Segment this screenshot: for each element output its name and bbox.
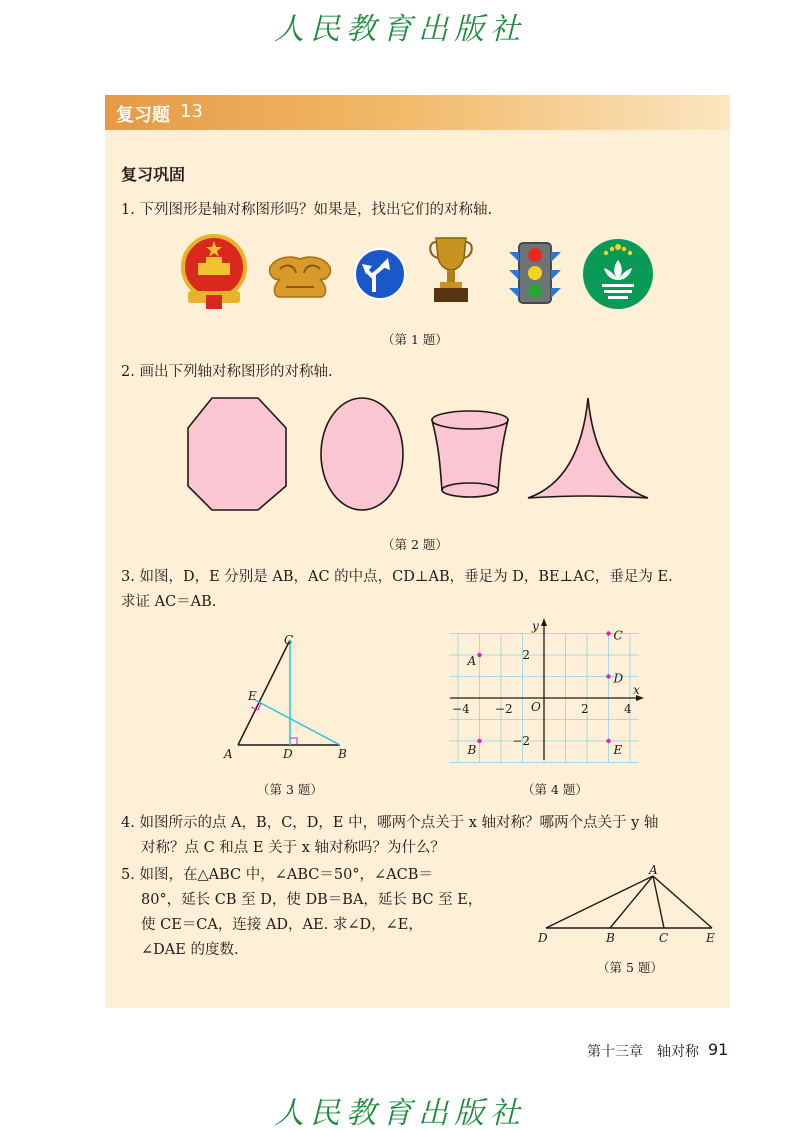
label-D: D: [538, 931, 548, 945]
figure-q3: [220, 630, 360, 762]
x-tick-label: 4: [624, 702, 632, 716]
question-number: 4.: [121, 815, 135, 831]
publisher-logo-bottom: 人民教育出版社: [274, 1096, 526, 1131]
y-tick-label: −2: [512, 734, 530, 748]
caption-q2: （第 2 题）: [382, 537, 448, 552]
question-number: 2.: [121, 364, 135, 380]
national-emblem-icon: [180, 233, 260, 313]
point-B: [477, 739, 481, 743]
label-C: C: [284, 633, 294, 647]
caption-q3: （第 3 题）: [257, 782, 323, 797]
point-label-A: A: [467, 654, 477, 668]
question-text-line1: 如图，在△ABC 中，∠ABC＝50°，∠ACB＝: [139, 867, 433, 883]
question-4: [121, 811, 658, 835]
x-axis-label: x: [633, 683, 640, 697]
question-text: 画出下列轴对称图形的对称轴.: [139, 364, 333, 380]
chapter-footer: 第十三章 轴对称: [587, 1044, 699, 1060]
point-E: [606, 739, 610, 743]
label-E: E: [706, 931, 715, 945]
label-E: E: [248, 689, 257, 703]
x-tick-label: −4: [452, 702, 470, 716]
question-number: 3.: [121, 569, 135, 585]
point-label-D: D: [613, 671, 624, 686]
caption-q5: （第 5 题）: [597, 960, 663, 975]
question-number: 1.: [121, 202, 135, 218]
trophy-icon: [428, 236, 474, 304]
question-3-line2: 求证 AC＝AB.: [121, 594, 217, 610]
caption-q1: （第 1 题）: [382, 332, 448, 347]
curved-triangle-shape: [528, 398, 648, 498]
y-tick-label: 2: [522, 648, 530, 662]
question-1: [121, 198, 492, 222]
figure-q5: [536, 862, 726, 946]
question-5: [121, 863, 433, 887]
y-axis-label: y: [532, 619, 539, 633]
question-5-line3: 使 CE＝CA，连接 AD，AE. 求∠D，∠E，: [141, 917, 423, 933]
label-B: B: [338, 747, 347, 761]
point-label-C: C: [613, 628, 623, 643]
label-A: A: [224, 747, 233, 761]
figure-q2-shapes: [182, 392, 662, 520]
question-5-line4: ∠DAE 的度数.: [141, 942, 239, 958]
question-4-line2: 对称？点 C 和点 E 关于 x 轴对称吗？为什么？: [141, 840, 446, 856]
origin-label: O: [531, 700, 541, 714]
x-tick-label: −2: [495, 702, 513, 716]
section-heading: 复习巩固: [121, 165, 186, 184]
question-text-line1: 如图所示的点 A，B，C，D，E 中，哪两个点关于 x 轴对称？哪两个点关于 y 轴: [139, 815, 659, 831]
point-D: [606, 674, 610, 678]
ornament-icon: [266, 253, 334, 301]
question-number: 5.: [121, 867, 135, 883]
ellipse-shape: [321, 398, 403, 510]
label-D: D: [283, 747, 293, 761]
box-title: 复习题: [116, 105, 170, 126]
point-label-B: B: [467, 743, 477, 757]
question-text-line1: 如图，D，E 分别是 AB，AC 的中点，CD⊥AB，垂足为 D，BE⊥AC，垂足为 E.: [139, 569, 673, 585]
vase-shape: [432, 420, 508, 490]
point-C: [606, 631, 610, 635]
figure-q4-coordinate-grid: [440, 610, 660, 770]
traffic-light-icon: [506, 240, 564, 306]
direction-sign-icon: [354, 248, 408, 302]
question-text: 下列图形是轴对称图形吗？如果是，找出它们的对称轴.: [139, 202, 493, 218]
question-5-line2: 80°，延长 CB 至 D，使 DB＝BA，延长 BC 至 E，: [141, 892, 483, 908]
box-number: 13: [180, 101, 203, 122]
x-tick-label: 2: [581, 702, 589, 716]
page-number: 91: [708, 1040, 729, 1059]
octagon-shape: [188, 398, 286, 510]
question-3: [121, 565, 673, 589]
macau-flag-icon: [582, 238, 654, 310]
question-2: [121, 360, 333, 384]
label-B: B: [606, 931, 615, 945]
label-A: A: [649, 863, 658, 877]
point-label-E: E: [613, 743, 623, 757]
label-C: C: [659, 931, 669, 945]
point-A: [477, 653, 481, 657]
publisher-logo-top: 人民教育出版社: [274, 12, 526, 47]
caption-q4: （第 4 题）: [522, 782, 588, 797]
